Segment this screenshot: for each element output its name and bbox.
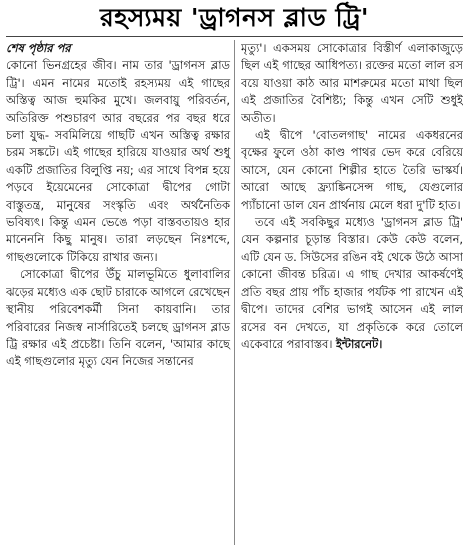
continued-from-label: শেষ পৃষ্ঠার পর [6,41,71,55]
paragraph: এই দ্বীপে 'বোতলগাছ' নামের একধরনের বৃক্ষের ফুলে ওঠা কাণ্ড পাথর ভেদ করে বেরিয়ে আসে, যেন কোনো শিল্পীর হাতে তৈরি ভাস্কর্য। আরো আছে ফ্র্যাঙ্কিনসেন্স গাছ, যেগুলোর প্যাঁচানো ডাল যেন প্রার্থনায় মেলে ধরা দু'টি হাত। [241,128,463,212]
paragraph: সোকোত্রা দ্বীপের উঁচু মালভূমিতে ধুলাবালির ঝড়ের মধ্যেও এক ছোট চারাকে আগলে রেখেছেন স্থানীয় পরিবেশকর্মী সিনা কায়বানি। তার পরিবারের নিজস্ব নার্সারিতেই চলছে ড্রাগনস ব্লাড ট্রি রক্ষার এই প্রচেষ্টা। তিনি বলেন, 'আমার কাছে এই গাছগুলোর মৃত্যু যেন নিজের সন্তানের [6,267,230,369]
headline: রহস্যময় 'ড্রাগনস ব্লাড ট্রি' [99,3,370,32]
paragraph: মৃত্যু'। একসময় সোকোত্রার বিস্তীর্ণ এলাকাজুড়ে ছিল এই গাছের আধিপত্য। রক্তের মতো লাল রস বয়ে যাওয়া কাঠ আর মাশরুমের মতো মাথা ছিল এই প্রজাতির বৈশিষ্ট্য; কিন্তু এখন সেটি শুধুই অতীত। [241,41,463,125]
paragraph: কোনো ভিনগ্রহের জীব। নাম তার 'ড্রাগনস ব্লাড ট্রি'। এমন নামের মতোই রহস্যময় এই গাছের অস্তিত্ব আজ হুমকির মুখে। জলবায়ু পরিবর্তন, অতিরিক্ত পশুচারণ আর বছরের পর বছর ধরে চলা যুদ্ধ- সবমিলিয়ে গাছটি এখন অস্তিত্ব রক্ষার চরম সঙ্কটে। এই গাছের হারিয়ে যাওয়ার অর্থ শুধু একটি প্রজাতির বিলুপ্তি নয়; এর সাথে বিপন্ন হয়ে পড়বে ইয়েমেনের সোকোত্রা দ্বীপের গোটা বাস্তুতন্ত্র, মানুষের সংস্কৃতি এবং অর্থনৈতিক ভবিষ্যৎ। কিন্তু এমন ভেঙে পড়া বাস্তবতায়ও হার মানেননি কিছু মানুষ। তারা লড়ছেন নিঃশব্দে, গাছগুলোকে টিকিয়ে রাখার জন্য। [6,58,230,264]
column-left [6,40,235,545]
headline-rule [6,36,463,37]
article-body [6,40,463,545]
paragraph-text: তবে এই সবকিছুর মধ্যেও 'ড্রাগনস ব্লাড ট্রি' যেন কল্পনার চূড়ান্ত বিস্তার। কেউ কেউ বলেন, এটি যেন ড. সিউসের রঙিন বই থেকে উঠে আসা কোনো জীবন্ত চরিত্র। এ গাছ দেখার আকর্ষণেই প্রতি বছর প্রায় পাঁচ হাজার পর্যটক পা রাখেন এই দ্বীপে। তাদের বেশির ভাগই আসেন এই লাল রসের বন দেখতে, যা প্রকৃতিকে করে তোলে একেবারে পরাবাস্তব। [241,215,463,351]
column-right [241,40,463,545]
source-credit: ইন্টারনেট। [335,336,383,351]
paragraph [241,214,463,353]
